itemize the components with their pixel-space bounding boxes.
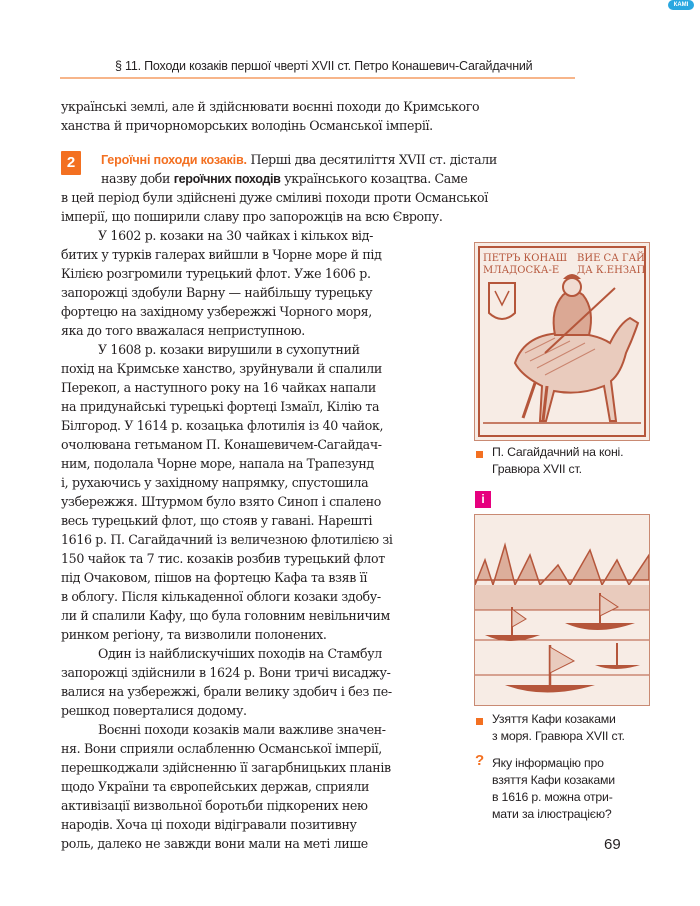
inscription-right-1: ВИЕ СА ГАЙ [577,253,645,264]
text-line: ли й спалили Кафу, що була головним невільничим [61,608,390,623]
engraving-kafa [474,514,650,706]
text-line: У 1608 р. козаки вирушили в сухопутний [98,342,360,357]
inscription-left-2: МЛАДОСКА-Е [483,265,560,276]
text-line: ринком регіону, та визволили полонених. [61,627,327,642]
text-line: Перші два десятиліття XVII ст. дістали [246,152,497,167]
section-number-badge: 2 [61,151,81,175]
header-divider [60,77,575,79]
text-line: запорожці здобули Варну — найбільшу турецьку [61,285,373,300]
text-line: Воєнні походи козаків мали важливе значен- [98,722,386,737]
text-line: активізації визвольної боротьби підкорених нею [61,798,368,813]
text-line: на придунайські турецькі фортеці Ізмаїл, Кілію та [61,399,380,414]
text-line: Перекоп, а наступного року на 16 чайках напали [61,380,376,395]
horseman-engraving-icon [475,243,649,440]
caption-bullet [476,451,483,458]
section-heading-line: Героїчні походи козаків. Перші два десятиліття XVII ст. дістали назву доби героїчних походів українського козацтва. Саме [101,152,497,186]
text-line: в цей період були здійснені дуже сміливі походи проти Османської [61,190,488,205]
text-line: ханства й причорноморських володінь Османської імперії. [61,118,433,133]
main-column-text [61,226,393,853]
ships-engraving-icon [475,515,649,705]
text-line: битих у турків галерах вийшли в Чорне море й під [61,247,382,262]
text-line: щодо України та європейських держав, сприяли [61,779,370,794]
text-line: роль, далеко не завжди вони мали на меті лише [61,836,368,851]
text-line: решкод поверталися додому. [61,703,247,718]
text-line: 150 чайок та 7 тис. козаків розбив турецький флот [61,551,385,566]
intro-paragraph [61,97,479,135]
inscription-right-2: ДА К.ЕНЗАП [577,265,646,276]
text-line: У 1602 р. козаки на 30 чайках і кількох від- [98,228,374,243]
text-line: перешкоджали здійсненню її загарбницьких планів [61,760,391,775]
text-line: Білгород. У 1614 р. козацька флотилія із 40 чайок, [61,418,384,433]
publisher-icon: КАМІ [668,0,694,10]
text-line: імперії, що поширили славу про запорожців на всю Європу. [61,209,443,224]
question-text: Яку інформацію про взяття Кафи козаками в 1616 р. можна отри- мати за ілюстрацією? [492,756,615,821]
text-line: похід на Кримське ханство, зруйнували й спалили [61,361,382,376]
engraving-sahaidachny [474,242,650,441]
inscription-left-1: ПЕТРЪ КОНАШ [483,253,568,264]
text-line: під Очаковом, пішов на фортецю Кафа та взяв її [61,570,368,585]
text-line: 1616 р. П. Сагайдачний із величезною флотилією зі [61,532,393,547]
text-line: валися на узбережжі, брали велику здобич і без пе- [61,684,392,699]
illustration-icon: i [475,491,491,508]
question-icon: ? [475,752,485,769]
text-line: ня. Вони сприяли ослабленню Османської імперії, [61,741,382,756]
text-line: Один із найблискучіших походів на Стамбул [98,646,382,661]
text-line: запорожці здійснили в 1624 р. Вони тричі висаджу- [61,665,391,680]
text-line: і, рухаючись у західному напрямку, спустошила [61,475,369,490]
section-intro [61,188,488,226]
figure1-caption: П. Сагайдачний на коні. Гравюра XVII ст. [492,445,624,476]
text-line: Кілією розгромили турецький флот. Уже 1606 р. [61,266,371,281]
text-line: народів. Хоча ці походи відігравали позитивну [61,817,357,832]
page-number: 69 [604,836,621,853]
section-heading: Героїчні походи козаків. [101,153,247,167]
text-line: яка до того вважалася неприступною. [61,323,305,338]
text-line: узбережжя. Штурмом було взято Синоп і спалено [61,494,382,509]
text-line: українські землі, але й здійснювати воєнні походи до Кримського [61,99,480,114]
caption-bullet [476,718,483,725]
text-line: ним, подолала Чорне море, напала на Трапезунд [61,456,374,471]
key-term: героїчних походів [173,172,281,186]
text-line: весь турецький флот, що стояв у гавані. Нарешті [61,513,373,528]
text-line: фортецю на західному узбережжі Чорного моря, [61,304,372,319]
text-line: очолювана гетьманом П. Конашевичем-Сагайдач- [61,437,382,452]
text-line: в облогу. Після кількаденної облоги козаки здобу- [61,589,381,604]
figure2-caption: Узяття Кафи козаками з моря. Гравюра XVII ст. [492,712,625,743]
page-header: § 11. Походи козаків першої чверті XVII ст. Петро Конашевич-Сагайдачний [115,59,533,73]
